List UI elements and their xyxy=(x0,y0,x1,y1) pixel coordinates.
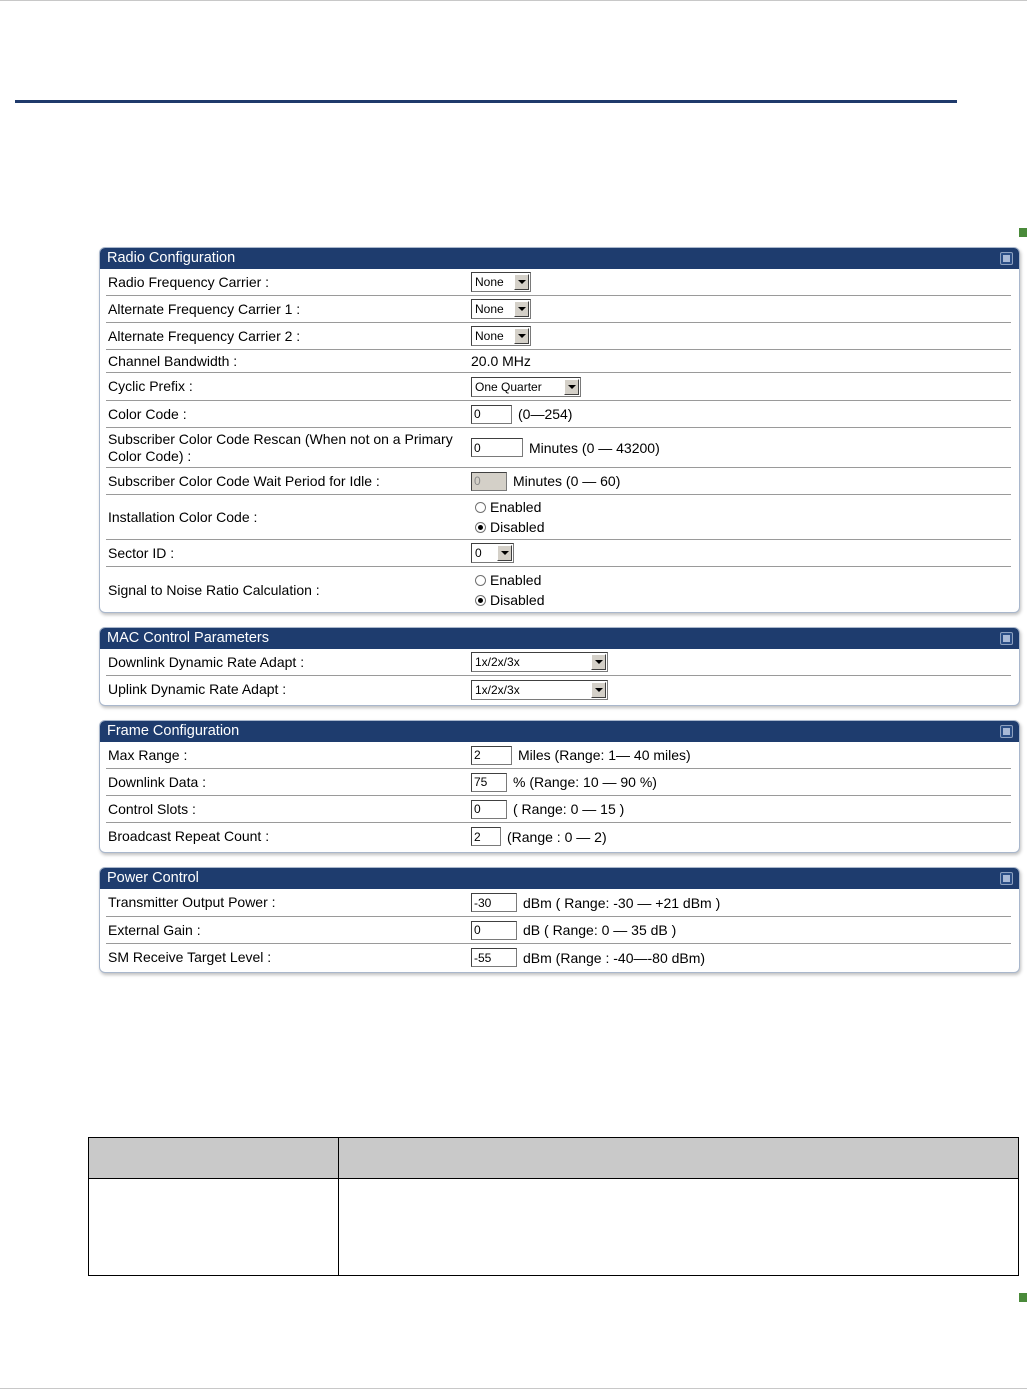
alternate-carrier-2-select[interactable]: None xyxy=(471,326,531,346)
collapse-icon[interactable] xyxy=(1000,872,1013,885)
range-hint: (0—254) xyxy=(518,406,573,422)
range-hint: Minutes (0 — 60) xyxy=(513,473,621,489)
sm-receive-target-input[interactable] xyxy=(471,948,517,967)
form-row xyxy=(106,269,1011,296)
installation-disabled-radio[interactable]: Disabled xyxy=(471,517,544,537)
color-code-rescan-input[interactable] xyxy=(471,438,523,457)
form-row xyxy=(106,401,1011,428)
uplink-rate-adapt-select[interactable]: 1x/2x/3x xyxy=(471,680,608,700)
chevron-down-icon xyxy=(497,545,512,561)
range-hint: dBm (Range : -40—-80 dBm) xyxy=(523,949,706,966)
max-range-input[interactable] xyxy=(471,746,512,765)
form-row xyxy=(106,676,1011,703)
table-cell xyxy=(89,1179,339,1276)
chevron-down-icon xyxy=(591,682,606,698)
form-row xyxy=(106,540,1011,567)
field-label: Radio Frequency Carrier : xyxy=(108,273,270,290)
field-label: Max Range : xyxy=(108,746,188,763)
range-hint: dBm ( Range: -30 — +21 dBm ) xyxy=(523,894,721,911)
table-header-cell xyxy=(89,1138,339,1179)
radio-unchecked-icon xyxy=(475,502,486,513)
downlink-data-input[interactable] xyxy=(471,773,507,792)
range-hint: Minutes (0 — 43200) xyxy=(529,439,660,456)
transmitter-power-input[interactable] xyxy=(471,893,517,912)
range-hint: (Range : 0 — 2) xyxy=(507,828,607,845)
collapse-icon[interactable] xyxy=(1000,632,1013,645)
form-row xyxy=(106,468,1011,495)
cyclic-prefix-select[interactable]: One Quarter xyxy=(471,377,581,397)
installation-enabled-radio[interactable]: Enabled xyxy=(471,497,544,517)
chevron-down-icon xyxy=(514,328,529,344)
collapse-icon[interactable] xyxy=(1000,725,1013,738)
panel-title: Power Control xyxy=(107,870,199,886)
power-control-panel xyxy=(99,867,1020,973)
field-label: Subscriber Color Code Wait Period for Idle : xyxy=(108,472,380,489)
table-header-row xyxy=(89,1138,1019,1179)
form-row xyxy=(106,495,1011,540)
snr-disabled-radio[interactable]: Disabled xyxy=(471,590,544,610)
form-row xyxy=(106,567,1011,613)
panel-header xyxy=(100,628,1019,649)
field-label: Uplink Dynamic Rate Adapt : xyxy=(108,681,287,697)
snr-enabled-radio[interactable]: Enabled xyxy=(471,570,544,590)
edge-marker xyxy=(1019,1293,1027,1302)
field-label: Sector ID : xyxy=(108,544,175,561)
collapse-icon[interactable] xyxy=(1000,252,1013,265)
field-label: Alternate Frequency Carrier 2 : xyxy=(108,327,301,344)
range-hint: ( Range: 0 — 15 ) xyxy=(513,801,625,817)
field-label: Color Code : xyxy=(108,405,187,422)
field-label: Downlink Data : xyxy=(108,773,207,790)
field-label: Subscriber Color Code Rescan (When not on a Primary Color Code) : xyxy=(108,430,453,464)
field-label: Installation Color Code : xyxy=(108,508,258,525)
page-top-rule xyxy=(0,0,1027,1)
color-code-input[interactable] xyxy=(471,405,512,424)
radio-configuration-panel xyxy=(99,247,1020,613)
range-hint: % (Range: 10 — 90 %) xyxy=(513,774,657,790)
sector-id-select[interactable]: 0 xyxy=(471,543,514,563)
external-gain-input[interactable] xyxy=(471,921,517,940)
radio-checked-icon xyxy=(475,595,486,606)
chevron-down-icon xyxy=(514,274,529,290)
field-label: External Gain : xyxy=(108,921,201,938)
form-row xyxy=(106,742,1011,769)
attribute-table xyxy=(88,1137,1019,1276)
range-hint: Miles (Range: 1— 40 miles) xyxy=(518,747,691,763)
table-header-cell xyxy=(339,1138,1019,1179)
form-row xyxy=(106,649,1011,676)
alternate-carrier-1-select[interactable]: None xyxy=(471,299,531,319)
form-row xyxy=(106,373,1011,401)
chevron-down-icon xyxy=(514,301,529,317)
edge-marker xyxy=(1019,228,1027,237)
field-label: Cyclic Prefix : xyxy=(108,378,193,394)
field-label: Transmitter Output Power : xyxy=(108,894,276,910)
frame-configuration-panel xyxy=(99,720,1020,853)
field-label: Downlink Dynamic Rate Adapt : xyxy=(108,653,305,670)
radio-unchecked-icon xyxy=(475,575,486,586)
panel-title: Radio Configuration xyxy=(107,250,236,266)
chevron-down-icon xyxy=(564,379,579,395)
table-row xyxy=(89,1179,1019,1276)
chevron-down-icon xyxy=(591,654,606,670)
field-label: Signal to Noise Ratio Calculation : xyxy=(108,581,320,598)
range-hint: dB ( Range: 0 — 35 dB ) xyxy=(523,922,677,938)
form-row xyxy=(106,769,1011,796)
form-row xyxy=(106,944,1011,971)
heading-underline xyxy=(15,100,957,103)
field-label: Broadcast Repeat Count : xyxy=(108,828,270,844)
form-row xyxy=(106,917,1011,944)
form-row xyxy=(106,323,1011,350)
wait-period-input[interactable] xyxy=(471,472,507,491)
channel-bandwidth-value: 20.0 MHz xyxy=(471,353,531,369)
panel-header xyxy=(100,868,1019,889)
mac-control-panel xyxy=(99,627,1020,706)
field-label: Channel Bandwidth : xyxy=(108,352,238,369)
panel-title: MAC Control Parameters xyxy=(107,630,269,646)
field-label: SM Receive Target Level : xyxy=(108,949,272,965)
panel-header xyxy=(100,721,1019,742)
form-row xyxy=(106,296,1011,323)
panel-title: Frame Configuration xyxy=(107,723,240,739)
field-label: Alternate Frequency Carrier 1 : xyxy=(108,300,301,317)
field-label: Control Slots : xyxy=(108,800,196,817)
form-row xyxy=(106,889,1011,917)
broadcast-repeat-input[interactable] xyxy=(471,827,501,846)
radio-checked-icon xyxy=(475,522,486,533)
form-row xyxy=(106,823,1011,850)
form-row xyxy=(106,796,1011,823)
radio-frequency-carrier-select[interactable]: None xyxy=(471,272,531,292)
form-row xyxy=(106,350,1011,373)
table-cell xyxy=(339,1179,1019,1276)
panel-header xyxy=(100,248,1019,269)
form-row xyxy=(106,428,1011,468)
control-slots-input[interactable] xyxy=(471,800,507,819)
downlink-rate-adapt-select[interactable]: 1x/2x/3x xyxy=(471,652,608,672)
